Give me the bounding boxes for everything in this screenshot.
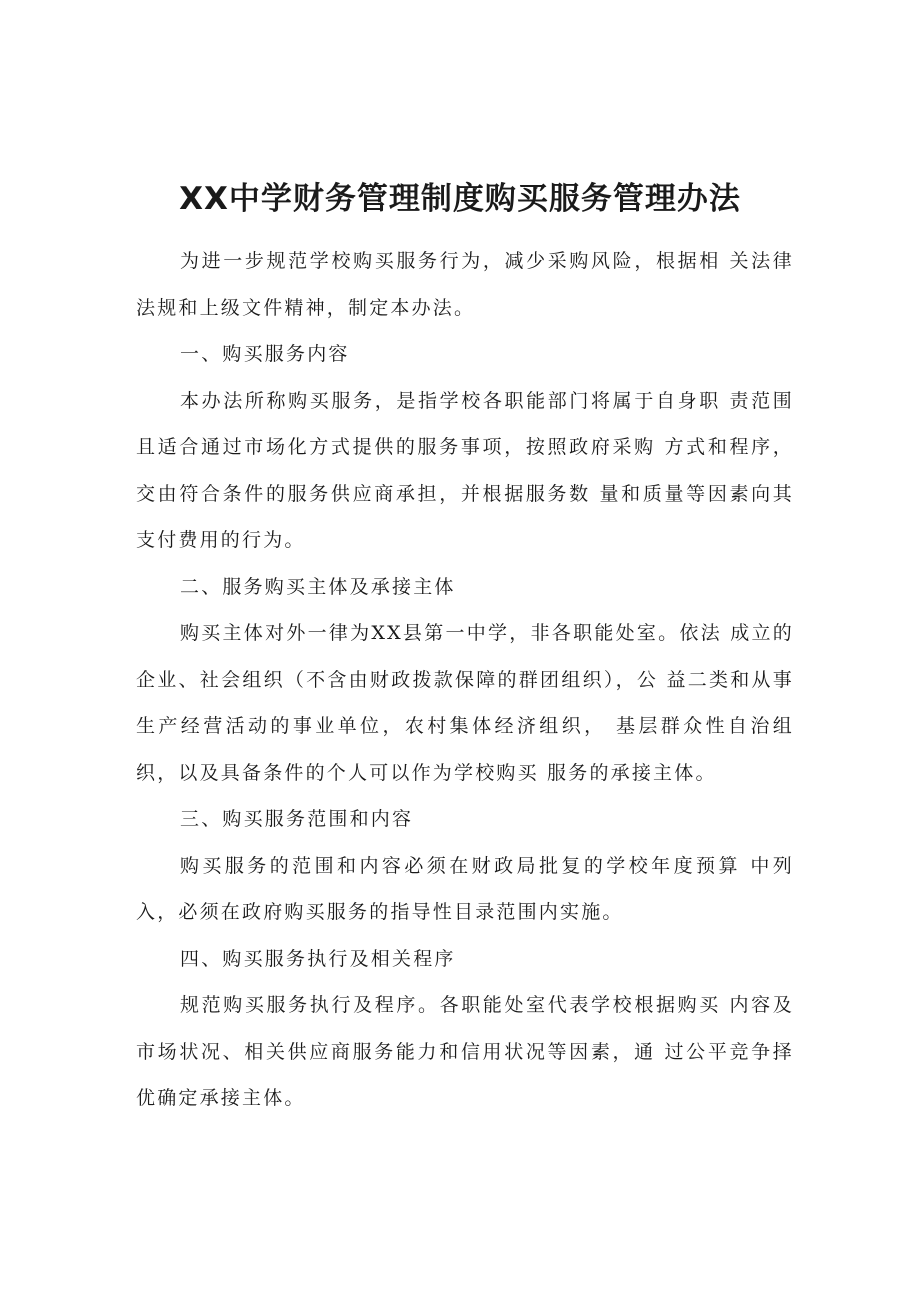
- section-text-2: 购买主体对外一律为XX县第一中学，非各职能处室。依法 成立的企业、社会组织（不含由财政拨款保障的群团组织），公 益二类和从事生产经营活动的事业单位，农村集体经济组织， 基层群众性自治组织，以及具备条件的个人可以作为学校购买 服务的承接主体。: [136, 622, 794, 784]
- section-text-4: 规范购买服务执行及程序。各职能处室代表学校根据购买 内容及市场状况、相关供应商服务能力和信用状况等因素，通 过公平竞争择优确定承接主体。: [136, 994, 794, 1109]
- document-title: XX中学财务管理制度购买服务管理办法: [179, 181, 741, 217]
- section-text-1: 本办法所称购买服务，是指学校各职能部门将属于自身职 责范围且适合通过市场化方式提供的服务事项，按照政府采购 方式和程序，交由符合条件的服务供应商承担，并根据服务数 量和质量等因素向其支付费用的行为。: [136, 389, 794, 551]
- document-body: [136, 238, 794, 1122]
- intro-paragraph: 为进一步规范学校购买服务行为，减少采购风险，根据相 关法律法规和上级文件精神，制定本办法。: [136, 250, 794, 319]
- section-heading-4: 四、购买服务执行及相关程序: [180, 947, 456, 970]
- section-heading-1: 一、购买服务内容: [180, 343, 350, 365]
- section-text-3: 购买服务的范围和内容必须在财政局批复的学校年度预算 中列入，必须在政府购买服务的指导性目录范围内实施。: [136, 854, 794, 923]
- section-heading-3: 三、购买服务范围和内容: [180, 808, 414, 830]
- section-heading-2: 二、服务购买主体及承接主体: [180, 575, 456, 598]
